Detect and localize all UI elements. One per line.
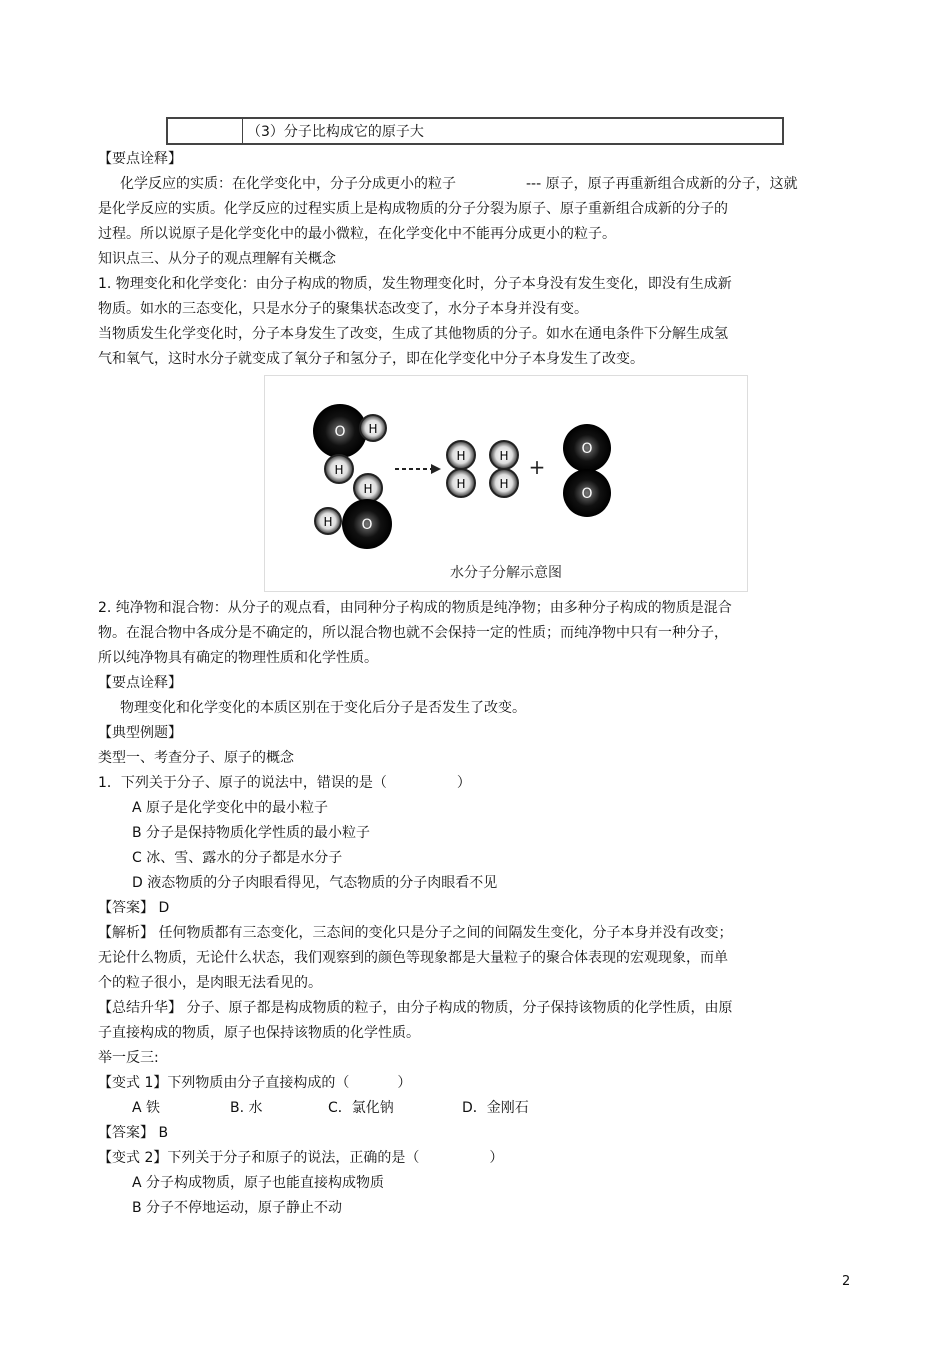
hydrogen-atom [447, 441, 475, 469]
hydrogen-atom [354, 474, 382, 502]
paragraph-text: --- 原子，原子再重新组合成新的分子，这就 [526, 176, 798, 192]
paragraph-line: 物。在混合物中各成分是不确定的，所以混合物也就不会保持一定的性质；而纯净物中只有一种分子， [98, 625, 728, 641]
paragraph-line: 1. 物理变化和化学变化：由分子构成的物质，发生物理变化时，分子本身没有发生变化，即没有生成新 [98, 276, 732, 292]
option-c: C．氯化钠 [328, 1100, 394, 1116]
practice-heading: 举一反三: [98, 1050, 159, 1066]
variant-1-options [132, 1098, 529, 1118]
concept-table-row [166, 117, 784, 145]
svg-text:H: H [456, 449, 466, 463]
variant-1-stem [98, 1073, 411, 1093]
question-text: 【变式 2】下列关于分子和原子的说法，正确的是（ [98, 1150, 420, 1166]
svg-text:H: H [456, 477, 466, 491]
table-cell-left [167, 118, 243, 144]
type-title: 类型一、考查分子、原子的概念 [98, 750, 294, 766]
paragraph-line: 过程。所以说原子是化学变化中的最小微粒，在化学变化中不能再分成更小的粒子。 [98, 226, 616, 242]
reaction-arrow-icon [395, 464, 441, 474]
variant-2-stem [98, 1148, 503, 1168]
summary-line: 【总结升华】 分子、原子都是构成物质的粒子，由分子构成的物质，分子保持该物质的化学性质，由原 [98, 1000, 733, 1016]
option-a: A 分子构成物质，原子也能直接构成物质 [132, 1175, 385, 1191]
oxygen-atom [342, 499, 392, 549]
hydrogen-atom [315, 508, 341, 534]
svg-text:H: H [499, 449, 509, 463]
explanation-line: 无论什么物质，无论什么状态，我们观察到的颜色等现象都是大量粒子的聚合体表现的宏观现象，而单 [98, 950, 728, 966]
page-number: 2 [842, 1274, 851, 1289]
summary-line: 子直接构成的物质，原子也保持该物质的化学性质。 [98, 1025, 420, 1041]
water-decomposition-figure [264, 375, 748, 592]
section-heading: 【要点诠释】 [98, 151, 182, 167]
explanation-line: 个的粒子很小，是肉眼无法看见的。 [98, 975, 322, 991]
oxygen-atom [563, 424, 611, 472]
explanation-line: 【解析】 任何物质都有三态变化，三态间的变化只是分子之间的间隔发生变化，分子本身并没有改变； [98, 925, 733, 941]
option-d: D．金刚石 [462, 1100, 529, 1116]
section-heading: 【要点诠释】 [98, 675, 182, 691]
paragraph-line: 是化学反应的实质。化学反应的过程实质上是构成物质的分子分裂为原子、原子重新组合成新的分子的 [98, 201, 728, 217]
answer: 【答案】 D [98, 900, 170, 916]
oxygen-atom [563, 469, 611, 517]
paragraph-line: 2. 纯净物和混合物：从分子的观点看，由同种分子构成的物质是纯净物；由多种分子构成的物质是混合 [98, 600, 732, 616]
table-cell-right: （3）分子比构成它的原子大 [243, 118, 784, 144]
svg-text:O: O [581, 441, 593, 457]
svg-text:H: H [368, 422, 378, 436]
option-d: D 液态物质的分子肉眼看得见，气态物质的分子肉眼看不见 [132, 875, 498, 891]
answer-blank: ） [489, 1150, 504, 1166]
question-text: 1．下列关于分子、原子的说法中，错误的是（ [98, 775, 387, 791]
svg-text:H: H [363, 482, 373, 496]
option-b: B. 水 [230, 1100, 263, 1116]
paragraph-line: 物质。如水的三态变化，只是水分子的聚集状态改变了，水分子本身并没有变。 [98, 301, 588, 317]
paragraph-line: 所以纯净物具有确定的物理性质和化学性质。 [98, 650, 378, 666]
molecule-diagram [265, 376, 747, 556]
section-heading: 【典型例题】 [98, 725, 182, 741]
hydrogen-atom [490, 441, 518, 469]
oxygen-atom [313, 404, 367, 458]
paragraph-line: 气和氧气，这时水分子就变成了氧分子和氢分子，即在化学变化中分子本身发生了改变。 [98, 351, 644, 367]
svg-text:H: H [334, 463, 344, 477]
option-b: B 分子是保持物质化学性质的最小粒子 [132, 825, 371, 841]
answer: 【答案】 B [98, 1125, 169, 1141]
answer-blank: ） [456, 775, 471, 791]
answer-blank: ） [397, 1075, 412, 1091]
option-a: A 铁 [132, 1100, 161, 1116]
svg-text:O: O [361, 517, 373, 533]
svg-text:O: O [581, 486, 593, 502]
option-b: B 分子不停地运动，原子静止不动 [132, 1200, 343, 1216]
hydrogen-atom [360, 415, 386, 441]
knowledge-point-title: 知识点三、从分子的观点理解有关概念 [98, 251, 336, 267]
svg-text:H: H [323, 515, 333, 529]
hydrogen-atom [490, 469, 518, 497]
svg-text:O: O [334, 424, 346, 440]
figure-caption: 水分子分解示意图 [450, 565, 562, 581]
question-text: 【变式 1】下列物质由分子直接构成的（ [98, 1075, 350, 1091]
hydrogen-atom [447, 469, 475, 497]
paragraph-line: 物理变化和化学变化的本质区别在于变化后分子是否发生了改变。 [120, 700, 526, 716]
option-c: C 冰、雪、露水的分子都是水分子 [132, 850, 343, 866]
paragraph-line: 当物质发生化学变化时，分子本身发生了改变，生成了其他物质的分子。如水在通电条件下分解生成氢 [98, 326, 728, 342]
svg-text:H: H [499, 477, 509, 491]
hydrogen-atom [325, 455, 353, 483]
paragraph-text: 化学反应的实质：在化学变化中，分子分成更小的粒子 [120, 176, 456, 192]
plus-sign: + [528, 455, 546, 479]
paragraph-line [120, 174, 798, 194]
option-a: A 原子是化学变化中的最小粒子 [132, 800, 329, 816]
question-stem [98, 773, 471, 793]
